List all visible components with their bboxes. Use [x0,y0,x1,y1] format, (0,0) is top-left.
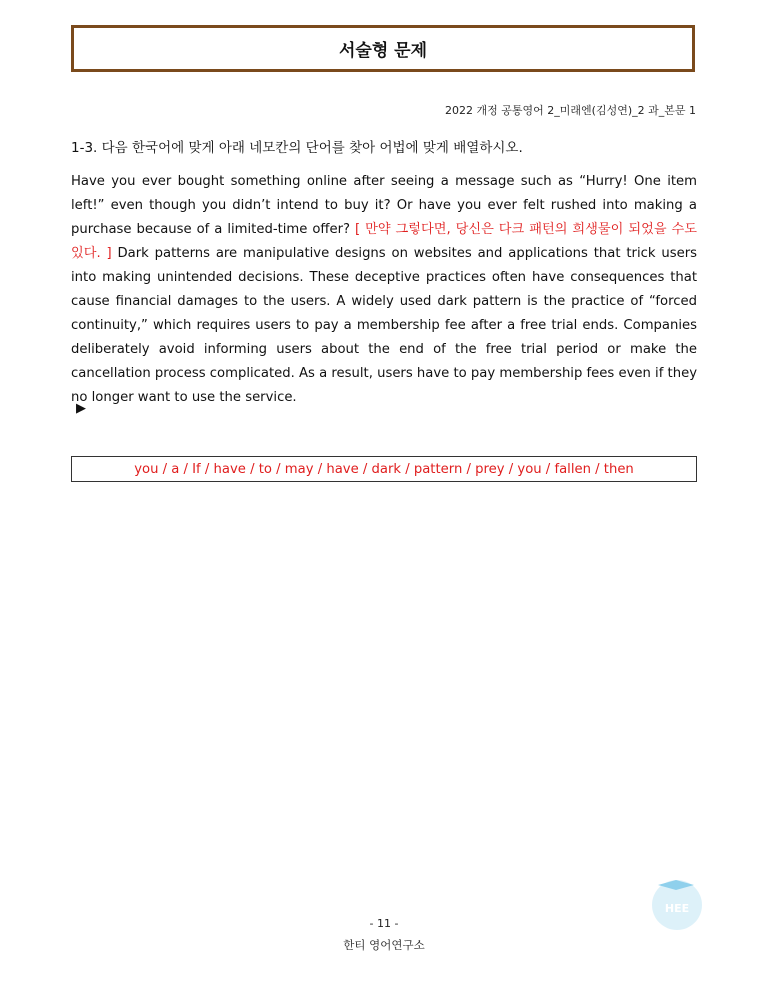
graduation-cap-icon [658,880,694,890]
question-text: 1-3. 다음 한국어에 맞게 아래 네모칸의 단어를 찾아 어법에 맞게 배열하시오. [71,140,523,156]
word-bank-text: you / a / If / have / to / may / have / dark / pattern / prey / you / fallen / then [134,461,634,477]
page-number: - 11 - [369,917,399,930]
logo-text: HEE [664,902,690,915]
source-label: 2022 개정 공통영어 2_미래엔(김성연)_2 과_본문 1 [445,104,696,117]
passage-text [71,170,697,410]
answer-marker-icon: ▶ [76,401,86,416]
korean-hint: [ 만약 그렇다면, 당신은 다크 패턴의 희생물이 되었을 수도 있다. ] [71,222,697,261]
word-bank-box [71,456,697,482]
passage-part2: Dark patterns are manipulative designs on websites and applications that trick users into making unintended decisions. These deceptive practices often have consequences that cause financial damages to the users. A widely used dark pattern is the practice of “forced continuity,” which requires users to pay a membership fee after a free trial ends. Companies deliberately avoid informing users about the end of the free trial period or make the cancellation process complicated. As a result, users have to pay membership fees even if they no longer want to use the service. [71,246,697,405]
footer-institute: 한티 영어연구소 [343,938,425,952]
page-title: 서술형 문제 [338,41,428,61]
passage-part1: Have you ever bought something online after seeing a message such as “Hurry! One item left!” even though you didn’t intend to buy it? Or have you ever felt rushed into making a purchase because of a limited-time offer? [71,174,697,237]
page-title-box [71,25,695,72]
